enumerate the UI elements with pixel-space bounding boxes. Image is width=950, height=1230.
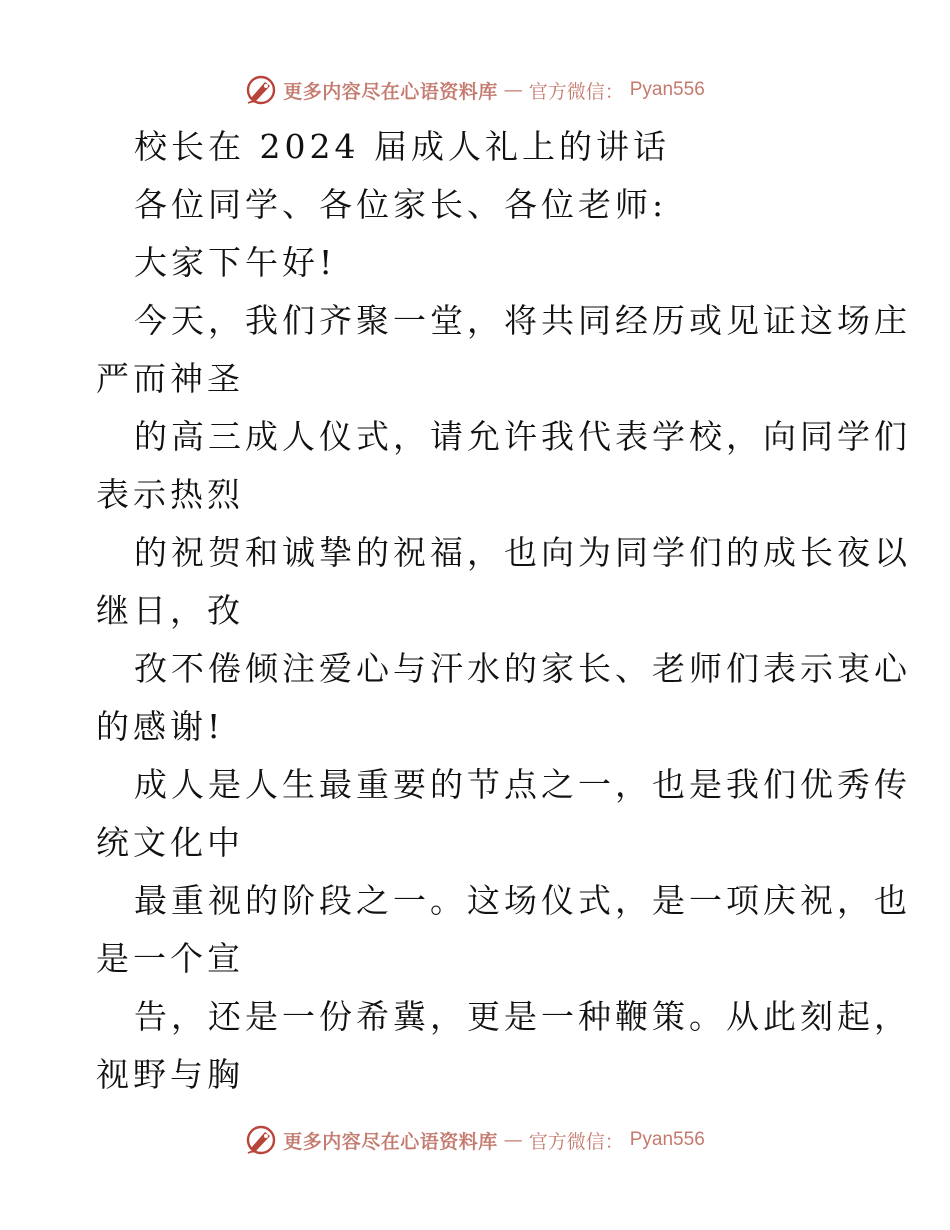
header-banner	[0, 68, 950, 112]
text-line: 是一个宣	[96, 939, 244, 978]
banner-wechat-label: 官方微信：	[528, 1130, 624, 1153]
greeting: 大家下午好!	[134, 243, 337, 282]
text-line: 最重视的阶段之一。这场仪式，是一项庆祝，也	[134, 881, 911, 920]
text-line: 的高三成人仪式，请允许我代表学校，向同学们	[134, 417, 911, 456]
pen-nib-circle-icon	[245, 1124, 277, 1156]
text-line: 的感谢!	[96, 707, 225, 746]
text-line: 的祝贺和诚挚的祝福，也向为同学们的成长夜以	[134, 533, 911, 572]
text-line: 告，还是一份希冀，更是一种鞭策。从此刻起，	[134, 997, 911, 1036]
banner-separator: —	[503, 79, 523, 101]
banner-slogan: 更多内容尽在心语资料库	[283, 1130, 498, 1153]
pen-nib-circle-icon	[245, 74, 277, 106]
banner-wechat-id: Pyan556	[629, 1129, 705, 1150]
banner-wechat-label: 官方微信：	[528, 80, 624, 103]
text-line: 统文化中	[96, 823, 244, 862]
text-line: 孜不倦倾注爱心与汗水的家长、老师们表示衷心	[134, 649, 911, 688]
banner-wechat-id: Pyan556	[629, 79, 705, 100]
document-title: 校长在 2024 届成人礼上的讲话	[134, 127, 670, 166]
text-line: 严而神圣	[96, 359, 244, 398]
salutation: 各位同学、各位家长、各位老师:	[134, 185, 668, 224]
text-line: 表示热烈	[96, 475, 244, 514]
banner-separator: —	[503, 1129, 523, 1151]
footer-banner	[0, 1118, 950, 1162]
text-line: 继日，孜	[96, 591, 244, 630]
banner-slogan: 更多内容尽在心语资料库	[283, 80, 498, 103]
text-line: 今天，我们齐聚一堂，将共同经历或见证这场庄	[134, 301, 911, 340]
text-line: 视野与胸	[96, 1055, 244, 1094]
text-line: 成人是人生最重要的节点之一，也是我们优秀传	[134, 765, 911, 804]
